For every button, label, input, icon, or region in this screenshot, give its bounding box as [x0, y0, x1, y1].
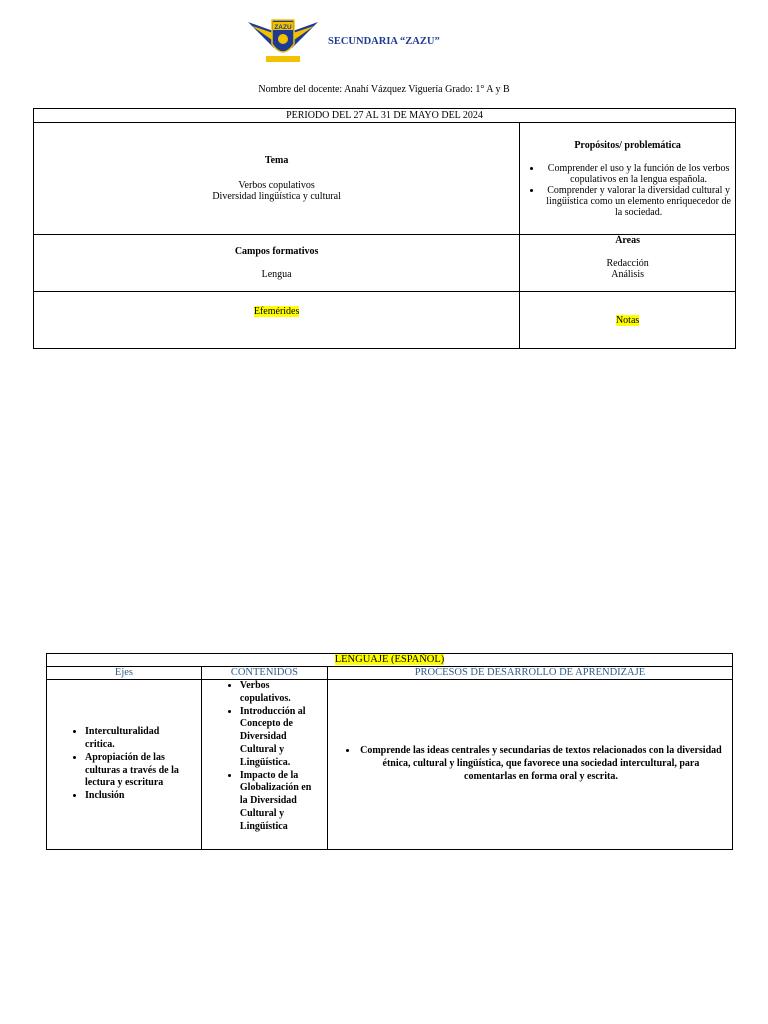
list-item: • Impacto de la Globalización en la Diversidad Cultural y Lingüística [240, 770, 321, 834]
lenguaje-title: LENGUAJE (ESPAÑOL) [334, 654, 445, 665]
document-header [246, 14, 546, 66]
list-item: • Introducción al Concepto de Diversidad Cultural y Lingüística. [240, 706, 321, 770]
planning-table [33, 108, 736, 349]
notas-cell [520, 292, 736, 349]
campos-cell [34, 235, 520, 292]
campos-value: Lengua [261, 269, 292, 280]
logo-text: ZAZU [274, 24, 292, 31]
list-item: • Comprende las ideas centrales y secundarias de textos relacionados con la diversidad étnica, cultural y lingüística, que favorece una sociedad intercultural, para comentarlas en forma oral y escrita. [358, 745, 724, 783]
lenguaje-title-cell [47, 654, 733, 667]
tema-line: Verbos copulativos [238, 180, 315, 191]
teacher-line: Nombre del docente: Anahí Vázquez Viguería Grado: 1° A y B [258, 84, 510, 95]
notas-label: Notas [615, 314, 640, 326]
efemerides-cell [34, 292, 520, 349]
areas-cell [520, 235, 736, 292]
campos-label: Campos formativos [234, 246, 319, 257]
efemerides-label: Efemérides [253, 306, 300, 317]
list-item: • Verbos copulativos. [240, 680, 321, 706]
column-header-procesos: PROCESOS DE DESARROLLO DE APRENDIZAJE [327, 667, 732, 680]
list-item: • Comprender y valorar la diversidad cultural y lingüística como un elemento enriquecedor de la sociedad. [542, 185, 735, 218]
ejes-cell [47, 680, 202, 850]
procesos-list [328, 745, 732, 783]
areas-line: Análisis [611, 269, 644, 280]
tema-label: Tema [264, 155, 289, 166]
column-header-ejes: Ejes [47, 667, 202, 680]
propositos-cell [520, 123, 736, 235]
areas-label: Áreas [615, 235, 641, 246]
list-item: • Inclusión [85, 790, 191, 803]
school-logo [246, 14, 320, 66]
contenidos-list [202, 680, 327, 834]
school-name: SECUNDARIA “ZAZU” [328, 36, 440, 47]
tema-line: Diversidad lingüística y cultural [212, 191, 341, 202]
list-item: • Interculturalidad critica. [85, 726, 191, 752]
period-cell: PERIODO DEL 27 AL 31 DE MAYO DEL 2024 [34, 109, 736, 123]
column-header-contenidos: CONTENIDOS [201, 667, 327, 680]
propositos-list [520, 163, 735, 218]
propositos-label: Propósitos/ problemática [574, 139, 681, 151]
list-item: • Comprender el uso y la función de los verbos copulativos en la lengua española. [542, 163, 735, 185]
list-item: • Apropiación de las culturas a través de la lectura y escritura [85, 752, 191, 790]
lenguaje-table [46, 653, 733, 850]
ejes-list [47, 726, 201, 803]
tema-cell [34, 123, 520, 235]
procesos-cell [327, 680, 732, 850]
contenidos-cell [201, 680, 327, 850]
areas-line: Redacción [606, 258, 649, 269]
